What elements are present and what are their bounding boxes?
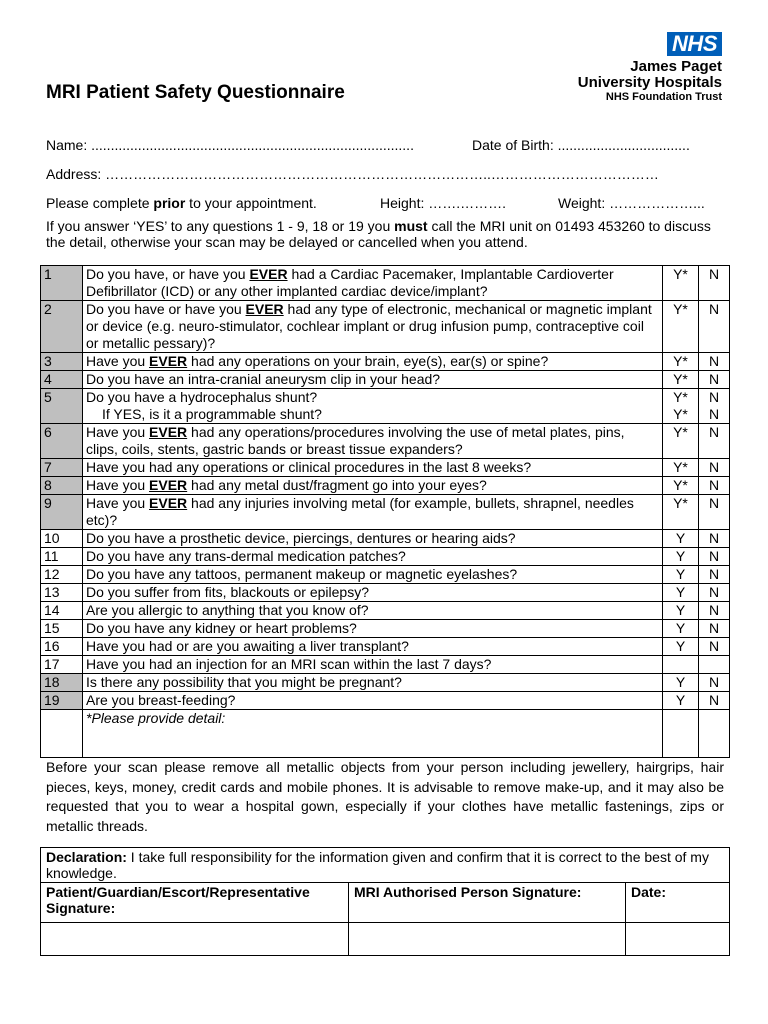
yes-option[interactable] (663, 424, 699, 459)
nhs-badge: NHS (667, 32, 722, 56)
yes-label: Y (675, 638, 686, 654)
yes-label: Y (675, 566, 686, 582)
weight-field[interactable]: Weight: ………………... (558, 195, 705, 211)
question-text (83, 459, 663, 477)
table-row (41, 530, 730, 548)
question-number: 2 (41, 301, 83, 353)
yes-option[interactable] (663, 353, 699, 371)
question-text (83, 674, 663, 692)
question-number: 3 (41, 353, 83, 371)
question-text-main: Have you had an injection for an MRI scan within the last 7 days? (86, 656, 492, 672)
ever-emphasis: EVER (149, 477, 188, 493)
question-text-main: Do you have any tattoos, permanent makeup or magnetic eyelashes? (86, 566, 518, 582)
detail-row (41, 710, 730, 758)
yes-label: Y (675, 584, 686, 600)
no-option[interactable] (699, 566, 730, 584)
yes-label: Y (675, 674, 686, 690)
yes-label: Y (675, 692, 686, 708)
yes-label: Y* (673, 353, 688, 369)
no-label: N (708, 424, 720, 440)
intro-text (46, 218, 726, 250)
question-text-main: Have you had or are you awaiting a liver transplant? (86, 638, 409, 654)
table-row (41, 602, 730, 620)
yes-label: Y (675, 602, 686, 618)
table-row (41, 266, 730, 301)
yes-option[interactable] (663, 674, 699, 692)
no-label-sub: N (708, 406, 720, 422)
prior-post: to your appointment. (185, 195, 317, 211)
table-row (41, 566, 730, 584)
declaration-label: Declaration: (46, 849, 127, 865)
no-label: N (708, 638, 720, 654)
question-text-pre: Do you have or have you (86, 301, 246, 317)
yes-label: Y (675, 548, 686, 564)
question-number: 14 (41, 602, 83, 620)
question-text-pre: Have you (86, 495, 150, 511)
table-row (41, 301, 730, 353)
no-label: N (708, 301, 720, 317)
question-text-pre: Have you (86, 353, 150, 369)
question-number: 5 (41, 389, 83, 424)
question-number: 12 (41, 566, 83, 584)
question-text-main: Have you had any operations or clinical procedures in the last 8 weeks? (86, 459, 532, 475)
yes-option[interactable] (663, 495, 699, 530)
question-text-pre: Have you (86, 424, 150, 440)
no-label: N (708, 371, 720, 387)
question-text-main: Do you have an intra-cranial aneurysm clip in your head? (86, 371, 441, 387)
detail-yes-cell (663, 710, 699, 758)
question-text-post: had any operations on your brain, eye(s), ear(s) or spine? (187, 353, 549, 369)
date-field[interactable] (626, 923, 730, 956)
question-text-post: had any type of electronic, mechanical or magnetic implant or device (e.g. neuro-stimulator, cochlear implant or drug infusion pump, contraceptive coil or metallic pessary)? (86, 301, 652, 351)
yes-option[interactable] (663, 266, 699, 301)
detail-no-cell (699, 710, 730, 758)
yes-label: Y (675, 620, 686, 636)
no-label: N (708, 495, 720, 511)
no-label: N (708, 266, 720, 282)
dob-field[interactable]: Date of Birth: .................................. (472, 137, 690, 153)
name-field[interactable]: Name: ................................................................................... (46, 137, 414, 153)
ever-emphasis: EVER (149, 353, 188, 369)
table-row (41, 424, 730, 459)
question-text-main: Do you suffer from fits, blackouts or epilepsy? (86, 584, 369, 600)
question-text (83, 530, 663, 548)
table-row (41, 477, 730, 495)
question-number: 4 (41, 371, 83, 389)
table-row (41, 674, 730, 692)
question-text (83, 638, 663, 656)
no-label: N (708, 548, 720, 564)
question-text (83, 301, 663, 353)
prior-instruction (46, 195, 317, 211)
yes-option[interactable] (663, 602, 699, 620)
question-text-post: had any operations/procedures involving the use of metal plates, pins, clips, coils, stents, gastric bands or breast tissue expanders? (86, 424, 625, 457)
yes-option[interactable] (663, 301, 699, 353)
no-option[interactable] (699, 674, 730, 692)
no-option[interactable] (699, 638, 730, 656)
question-text-main: Is there any possibility that you might be pregnant? (86, 674, 402, 690)
question-text (83, 656, 663, 674)
date-label: Date: (626, 883, 730, 923)
question-number: 6 (41, 424, 83, 459)
intro-post: call the MRI unit on 01493 453260 to discuss the detail, otherwise your scan may be delayed or cancelled when you attend. (46, 218, 711, 250)
yes-label: Y* (673, 301, 688, 317)
question-text-post: had a Cardiac Pacemaker, Implantable Cardioverter Defibrillator (ICD) or any other implanted cardiac device/implant? (86, 266, 614, 299)
yes-option[interactable] (663, 638, 699, 656)
no-option[interactable] (699, 548, 730, 566)
question-text-main: Do you have a prosthetic device, piercings, dentures or hearing aids? (86, 530, 516, 546)
question-subtext: If YES, is it a programmable shunt? (102, 406, 322, 422)
no-label: N (708, 530, 720, 546)
patient-signature-label: Patient/Guardian/Escort/Representative Signature: (41, 883, 349, 923)
no-option[interactable] (699, 353, 730, 371)
trust-name-line3: NHS Foundation Trust (605, 91, 722, 103)
question-number: 8 (41, 477, 83, 495)
question-number: 7 (41, 459, 83, 477)
question-text-main: Are you allergic to anything that you know of? (86, 602, 369, 618)
yes-option[interactable] (663, 692, 699, 710)
question-number: 10 (41, 530, 83, 548)
ever-emphasis: EVER (249, 266, 288, 282)
no-label: N (708, 674, 720, 690)
yes-option[interactable] (663, 371, 699, 389)
table-row (41, 459, 730, 477)
question-number: 15 (41, 620, 83, 638)
no-label: N (708, 620, 720, 636)
no-option[interactable] (699, 477, 730, 495)
yes-option[interactable] (663, 620, 699, 638)
question-text-main: Do you have any trans-dermal medication patches? (86, 548, 406, 564)
question-text (83, 266, 663, 301)
question-text (83, 584, 663, 602)
yes-label: Y* (673, 424, 688, 440)
no-option[interactable] (699, 495, 730, 530)
ever-emphasis: EVER (149, 495, 188, 511)
question-text (83, 495, 663, 530)
question-text (83, 353, 663, 371)
yes-label: Y* (673, 495, 688, 511)
intro-bold: must (394, 218, 428, 234)
question-number: 16 (41, 638, 83, 656)
yes-label-sub: Y* (673, 406, 688, 422)
declaration-text: I take full responsibility for the information given and confirm that it is correct to the best of my knowledge. (46, 849, 709, 881)
yes-option[interactable] (663, 548, 699, 566)
question-text (83, 371, 663, 389)
no-option[interactable] (699, 620, 730, 638)
question-number: 19 (41, 692, 83, 710)
prior-bold: prior (153, 195, 186, 211)
yes-option[interactable] (663, 389, 699, 424)
question-text (83, 424, 663, 459)
question-number: 1 (41, 266, 83, 301)
question-text-pre: Have you (86, 477, 150, 493)
yes-option[interactable] (663, 477, 699, 495)
table-row (41, 389, 730, 424)
table-row (41, 495, 730, 530)
question-number: 11 (41, 548, 83, 566)
yes-option[interactable] (663, 459, 699, 477)
yes-label: Y* (673, 371, 688, 387)
question-text-main: Do you have any kidney or heart problems? (86, 620, 357, 636)
intro-pre: If you answer ‘YES’ to any questions 1 - 9, 18 or 19 you (46, 218, 395, 234)
question-text (83, 477, 663, 495)
no-option[interactable] (699, 602, 730, 620)
question-text (83, 620, 663, 638)
no-label: N (708, 692, 720, 708)
no-option[interactable] (699, 424, 730, 459)
no-option[interactable] (699, 530, 730, 548)
question-text-post: had any metal dust/fragment go into your eyes? (187, 477, 487, 493)
no-option[interactable] (699, 371, 730, 389)
question-text-main: Do you have a hydrocephalus shunt? (86, 389, 318, 405)
table-row (41, 692, 730, 710)
table-row (41, 548, 730, 566)
declaration-statement (41, 848, 730, 883)
yes-label: Y* (673, 459, 688, 475)
table-row (41, 584, 730, 602)
question-number: 13 (41, 584, 83, 602)
ever-emphasis: EVER (245, 301, 284, 317)
yes-option[interactable] (663, 566, 699, 584)
question-text (83, 548, 663, 566)
no-label: N (708, 389, 720, 405)
no-option[interactable] (699, 266, 730, 301)
table-row (41, 371, 730, 389)
detail-input[interactable]: *Please provide detail: (83, 710, 663, 758)
address-field[interactable]: Address: ………………………………………………………………………..……………………………… (46, 166, 659, 182)
no-option[interactable] (699, 459, 730, 477)
question-text-main: Are you breast-feeding? (86, 692, 236, 708)
no-option[interactable] (699, 389, 730, 424)
mri-signature-label: MRI Authorised Person Signature: (349, 883, 626, 923)
declaration-table (40, 847, 730, 956)
no-label: N (708, 602, 720, 618)
yes-label: Y* (673, 266, 688, 282)
questions-table (40, 265, 730, 758)
no-label: N (708, 566, 720, 582)
question-number: 18 (41, 674, 83, 692)
no-label: N (708, 353, 720, 369)
yes-label: Y* (673, 477, 688, 493)
ever-emphasis: EVER (149, 424, 188, 440)
no-option[interactable] (699, 301, 730, 353)
question-text (83, 566, 663, 584)
yes-option[interactable] (663, 584, 699, 602)
no-option[interactable] (699, 692, 730, 710)
prior-pre: Please complete (46, 195, 154, 211)
height-field[interactable]: Height: …….………. (380, 195, 507, 211)
question-number: 9 (41, 495, 83, 530)
question-text (83, 602, 663, 620)
yes-option[interactable] (663, 530, 699, 548)
mri-signature-field[interactable] (349, 923, 626, 956)
question-text (83, 389, 663, 424)
question-text-pre: Do you have, or have you (86, 266, 250, 282)
yes-label: Y (675, 530, 686, 546)
question-text-post: had any injuries involving metal (for example, bullets, shrapnel, needles etc)? (86, 495, 634, 528)
patient-signature-field[interactable] (41, 923, 349, 956)
nhs-logo (552, 32, 722, 104)
metal-instructions: Before your scan please remove all metallic objects from your person including jewellery, hairgrips, hair pieces, keys, money, credit cards and mobile phones. It is advisable to remove make-up, and it may also be requested that you to wear a hospital gown, especially if your clothes have metallic fastenings, zips or metallic threads. (46, 759, 724, 834)
no-option[interactable] (699, 656, 730, 674)
question-number: 17 (41, 656, 83, 674)
no-label: N (708, 584, 720, 600)
detail-number-cell (41, 710, 83, 758)
no-option[interactable] (699, 584, 730, 602)
trust-name-line2: University Hospitals (577, 74, 722, 91)
no-label: N (708, 477, 720, 493)
trust-name-line1: James Paget (630, 58, 722, 75)
table-row (41, 656, 730, 674)
page-title: MRI Patient Safety Questionnaire (46, 82, 345, 103)
yes-label: Y* (673, 389, 688, 405)
table-row (41, 353, 730, 371)
no-label: N (708, 459, 720, 475)
table-row (41, 620, 730, 638)
table-row (41, 638, 730, 656)
question-text (83, 692, 663, 710)
yes-option[interactable] (663, 656, 699, 674)
